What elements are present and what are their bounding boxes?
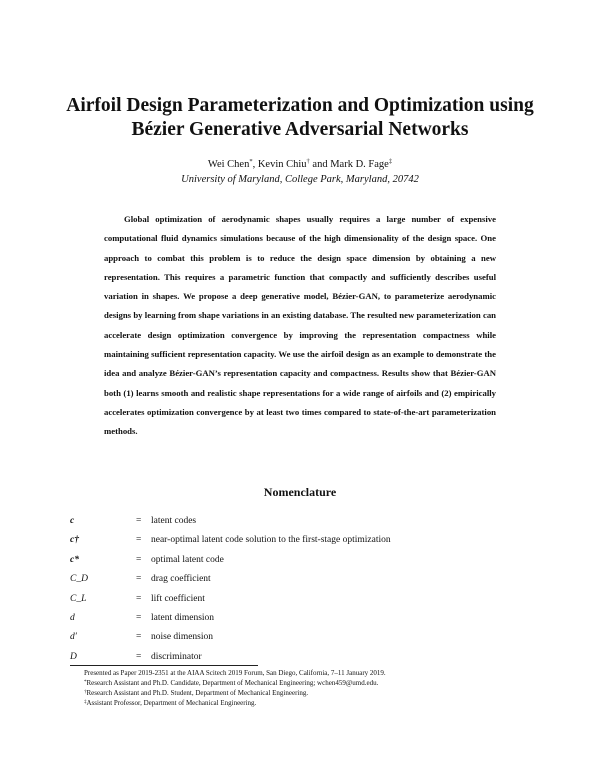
footnote-mark: ‡	[84, 700, 87, 705]
author-name: Mark D. Fage	[330, 159, 389, 170]
nomenclature-symbol: C_L	[70, 594, 87, 604]
nomenclature-symbol: c*	[70, 555, 79, 565]
author-list	[0, 158, 600, 171]
author-footnote-mark: ‡	[388, 158, 393, 165]
nomenclature-heading: Nomenclature	[263, 485, 337, 499]
equals-sign: =	[136, 535, 142, 545]
footnote-text: Research Assistant and Ph.D. Candidate, Department of Mechanical Engineering; wchen459@umd.edu.	[86, 679, 379, 687]
nomenclature-row	[70, 535, 530, 549]
equals-sign: =	[136, 652, 142, 662]
footnote	[84, 679, 378, 688]
equals-sign: =	[136, 516, 142, 526]
footnote-text: Presented as Paper 2019-2351 at the AIAA Scitech 2019 Forum, San Diego, California, 7–11 January 2019.	[84, 669, 386, 677]
footnote	[84, 669, 386, 678]
nomenclature-definition: discriminator	[151, 652, 202, 662]
author-separator: ,	[252, 159, 258, 170]
nomenclature-definition: near-optimal latent code solution to the first-stage optimization	[151, 535, 391, 545]
nomenclature-symbol: D	[70, 652, 77, 662]
equals-sign: =	[136, 574, 142, 584]
nomenclature-symbol: d	[70, 613, 75, 623]
abstract: Global optimization of aerodynamic shapes usually requires a large number of expensive computational fluid dynamics simulations because of the high dimensionality of the design space. One approach to combat this problem is to reduce the design space dimension by obtaining a new representation. This requires a parametric function that compactly and sufficiently describes useful variation in shapes. We propose a deep generative model, Bézier-GAN, to parameterize aerodynamic designs by learning from shape variations in an existing database. The resulted new parameterization can accelerate design optimization convergence by improving the representation compactness while maintaining sufficient representation capacity. We use the airfoil design as an example to demonstrate the idea and analyze Bézier-GAN’s representation capacity and compactness. Results show that Bézier-GAN both (1) learns smooth and realistic shape representations for a wide range of airfoils and (2) empirically accelerates optimization convergence by at least two times compared to state-of-the-art parameterization methods.	[104, 214, 496, 437]
nomenclature-row	[70, 632, 530, 646]
footnote	[84, 699, 256, 708]
footnote-mark: *	[84, 680, 87, 685]
nomenclature-definition: lift coefficient	[151, 594, 205, 604]
equals-sign: =	[136, 632, 142, 642]
nomenclature-definition: noise dimension	[151, 632, 214, 642]
nomenclature-row	[70, 594, 530, 608]
equals-sign: =	[136, 613, 142, 623]
nomenclature-definition: latent dimension	[151, 613, 215, 623]
nomenclature-definition: drag coefficient	[151, 574, 211, 584]
nomenclature-row	[70, 613, 530, 627]
author-name: Wei Chen	[207, 159, 250, 170]
equals-sign: =	[136, 594, 142, 604]
nomenclature-row	[70, 574, 530, 588]
author-footnote-mark: *	[249, 158, 253, 165]
author-separator: and	[309, 159, 331, 170]
footnote	[84, 689, 308, 698]
affiliation: University of Maryland, College Park, Maryland, 20742	[181, 174, 419, 185]
equals-sign: =	[136, 555, 142, 565]
footnote-divider	[70, 665, 258, 666]
footnote-text: Research Assistant and Ph.D. Student, Department of Mechanical Engineering.	[86, 689, 309, 697]
author-footnote-mark: †	[306, 158, 310, 165]
nomenclature-symbol: d′	[70, 632, 77, 642]
nomenclature-symbol: C_D	[70, 574, 88, 584]
nomenclature-row	[70, 516, 530, 530]
nomenclature-definition: latent codes	[151, 516, 197, 526]
footnote-mark: †	[84, 690, 87, 695]
paper-title: Airfoil Design Parameterization and Optimization using Bézier Generative Adversarial Networks	[66, 95, 534, 140]
nomenclature-definition: optimal latent code	[151, 555, 224, 565]
nomenclature-row	[70, 555, 530, 569]
author-name: Kevin Chiu	[257, 159, 307, 170]
nomenclature-symbol: c†	[70, 535, 79, 545]
footnote-text: Assistant Professor, Department of Mechanical Engineering.	[86, 699, 257, 707]
nomenclature-row	[70, 652, 530, 666]
nomenclature-symbol: c	[70, 516, 75, 526]
